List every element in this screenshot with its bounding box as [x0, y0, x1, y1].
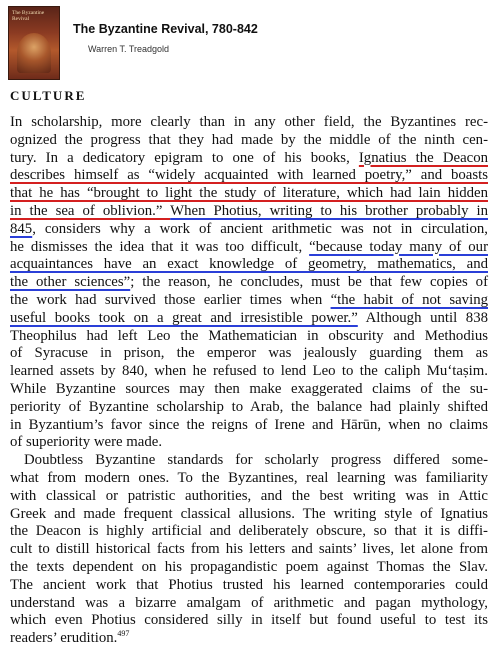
text-line — [10, 328, 488, 346]
text-line — [10, 114, 488, 132]
highlighted-phrase: in the sea of oblivion.” — [10, 202, 171, 219]
body-text — [10, 114, 488, 648]
text-segment: of Syracuse in prison, the emperor was jealously guarding them as — [10, 345, 488, 362]
text-line — [10, 185, 488, 203]
text-segment: , considers why a work of ancient arithmetic was not in circulation, — [32, 220, 488, 237]
text-segment: ognized the progress that they had made by the middle of the ninth cen- — [10, 131, 488, 148]
text-segment: In scholarship, more clearly than in any other field, the Byzantines rec- — [10, 114, 488, 130]
text-segment: understand was a bizarre amalgam of arithmetic and pagan mythology, — [10, 594, 488, 611]
text-segment: learned assets by 840, when he refused to lend Leo to the caliph Mu‘taṣim. — [10, 363, 488, 380]
text-line — [10, 399, 488, 417]
text-line — [10, 274, 488, 292]
highlighted-phrase: that he has “brought to light the study of literature, which had lain hidden — [10, 185, 488, 202]
text-segment: ; the reason, he concludes, must be that few copies of — [130, 274, 488, 291]
text-line — [10, 310, 488, 328]
text-segment: Greek and made frequent classical allusions. The writing style of Ignatius — [10, 505, 488, 522]
text-line — [10, 452, 488, 470]
text-line — [10, 559, 488, 577]
text-line — [10, 256, 488, 274]
text-segment: Although until 838 — [357, 309, 488, 326]
text-line — [10, 167, 488, 185]
text-segment: tury. In a dedicatory epigram to one of his books, — [10, 149, 359, 166]
book-cover-image — [9, 7, 59, 79]
text-segment: readers’ erudition. — [10, 630, 118, 647]
text-line — [10, 239, 488, 257]
text-line — [10, 470, 488, 488]
text-line — [10, 506, 488, 524]
highlighted-phrase: describes himself as “widely acquainted with learned poetry,” and boasts — [10, 167, 488, 184]
highlighted-phrase: “because today many of our — [309, 238, 488, 255]
text-line — [10, 541, 488, 559]
text-segment: in Byzantium’s favor since the reigns of Irene and Hārūn, when no claims — [10, 416, 488, 433]
book-header — [0, 0, 499, 86]
text-segment: the work had survived those earlier times when — [10, 291, 331, 308]
text-line — [10, 488, 488, 506]
highlighted-phrase: the other sciences” — [10, 274, 131, 291]
book-author: Warren T. Treadgold — [88, 44, 170, 54]
text-segment: of superiority were made. — [10, 434, 163, 451]
text-segment: Theophilus had left Leo the Mathematician in obscurity and Methodius — [10, 327, 488, 344]
text-segment: he dismisses the idea that it was too difficult, — [10, 238, 310, 255]
text-line — [10, 221, 488, 239]
text-line — [10, 434, 488, 452]
text-line — [10, 630, 488, 648]
book-title: The Byzantine Revival, 780-842 — [73, 22, 258, 36]
highlighted-phrase: 845 — [10, 220, 33, 237]
text-line — [10, 345, 488, 363]
highlighted-phrase: When Photius, writing to his brother probably in — [170, 202, 489, 219]
text-segment: periority of Byzantine scholarship to Arab, the balance had plainly shifted — [10, 398, 488, 415]
text-segment: what from modern ones. To the Byzantines, real learning was familiarity — [10, 469, 488, 486]
cover-title: The Byzantine Revival — [12, 10, 45, 22]
text-segment: with classical or patristic authorities, and the best writing was in Attic — [10, 487, 488, 504]
text-segment: the Deacon is highly artificial and deliberately obscure, so that it is diffi- — [10, 523, 488, 540]
highlighted-phrase: Ignatius the Deacon — [358, 149, 488, 166]
footnote-marker: 497 — [117, 629, 130, 639]
text-segment: While Byzantine sources may then make exaggerated claims of the su- — [10, 380, 488, 397]
text-segment: which even Photius considered silly in itself but found useful to test its — [10, 612, 488, 629]
text-line — [10, 292, 488, 310]
text-line — [10, 577, 488, 595]
text-segment: cult to distill historical facts from his letters and saints’ lives, let alone from — [10, 541, 488, 558]
text-segment: Doubtless Byzantine standards for scholarly progress differed some- — [24, 452, 488, 469]
section-heading: CULTURE — [10, 88, 87, 103]
highlighted-phrase: “the habit of not saving — [330, 291, 488, 308]
text-line — [10, 132, 488, 150]
highlighted-phrase: acquaintances have an exact knowledge of geometry, mathematics, and — [10, 256, 488, 273]
text-line — [10, 595, 488, 613]
highlighted-phrase: useful books took on a great and irresistible power.” — [10, 309, 358, 326]
text-line — [10, 523, 488, 541]
text-segment: the texts dependent on his propagandistic poem against Thomas the Slav. — [10, 558, 488, 575]
cover-illustration — [17, 33, 51, 73]
text-line — [10, 417, 488, 435]
text-line — [10, 612, 488, 630]
text-segment: The ancient work that Photius trusted his learned contemporaries could — [10, 576, 488, 593]
text-line — [10, 363, 488, 381]
text-line — [10, 381, 488, 399]
text-line — [10, 203, 488, 221]
text-line — [10, 150, 488, 168]
